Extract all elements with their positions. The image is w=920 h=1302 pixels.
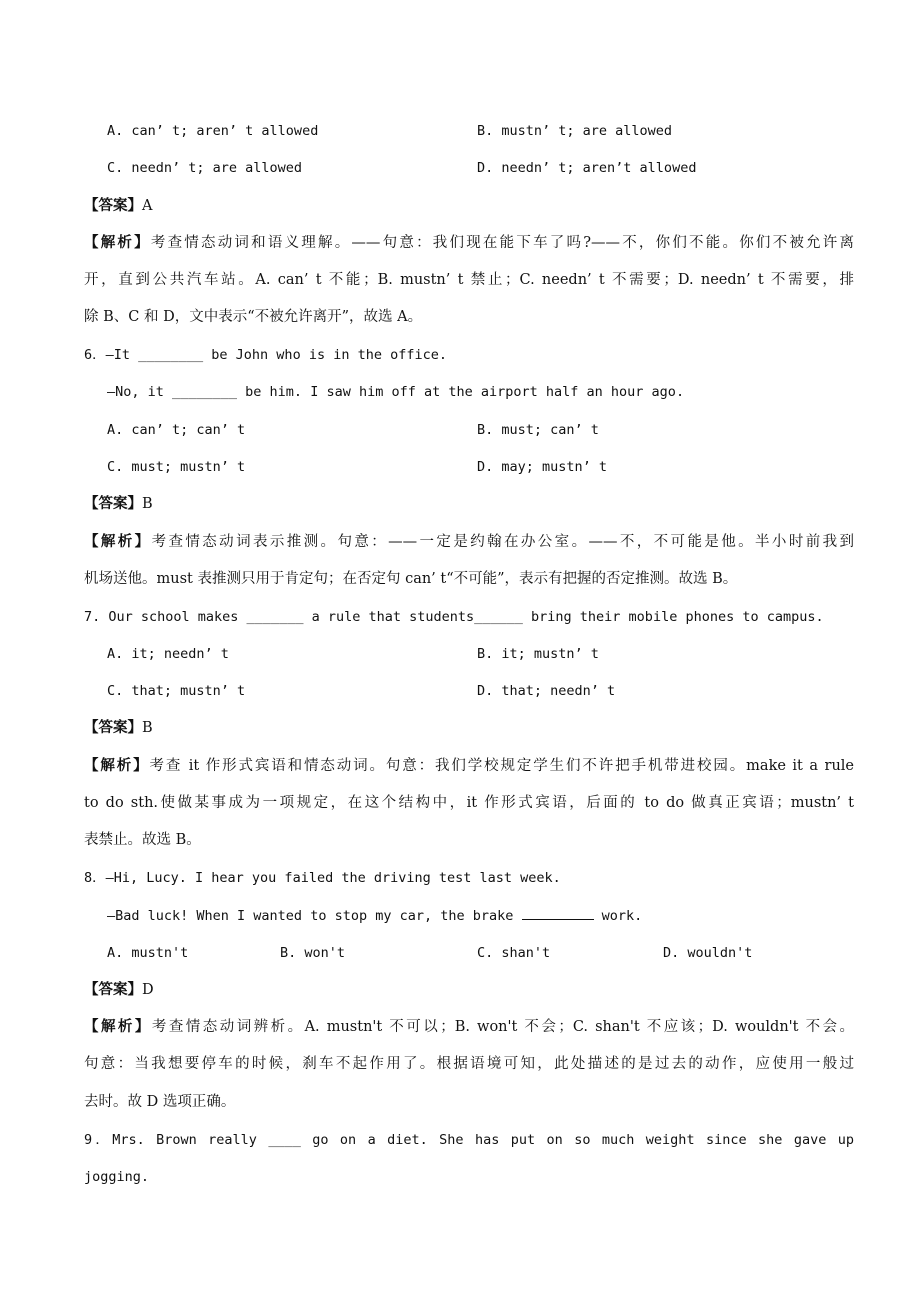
q8-answer: [84, 980, 854, 1000]
q6-option-d: D. may; mustn’ t: [477, 459, 608, 475]
analysis-text: 考查情态动词表示推测。句意：——一定是约翰在办公室。——不，不可能是他。半小时前我到: [151, 534, 855, 550]
q8-option-c: C. shan't: [477, 945, 551, 961]
q8-stem-1: 8．—Hi, Lucy. I hear you failed the driving test last week.: [84, 870, 561, 886]
q5-analysis-line-3: 除 B、C 和 D，文中表示“不被允许离开”，故选 A。: [84, 309, 423, 325]
q8-analysis-line-3: 去时。故 D 选项正确。: [84, 1094, 236, 1110]
q6-option-b: B. must; can’ t: [477, 422, 599, 438]
answer-label: 【答案】: [84, 719, 142, 736]
analysis-text: 考查 it 作形式宾语和情态动词。句意：我们学校规定学生们不许把手机带进校园。make it a rule: [149, 758, 854, 774]
q7-option-a: A. it; needn’ t: [107, 646, 229, 662]
analysis-text: 考查情态动词辨析。A. mustn't 不可以；B. won't 不会；C. shan't 不应该；D. wouldn't 不会。: [151, 1019, 854, 1035]
answer-value: D: [142, 982, 154, 998]
q8-option-d: D. wouldn't: [663, 945, 753, 961]
q5-analysis-line-2: 开，直到公共汽车站。A. can’ t 不能；B. mustn’ t 禁止；C. needn’ t 不需要；D. needn’ t 不需要，排: [84, 272, 854, 288]
q6-analysis-line-2: 机场送他。must 表推测只用于肯定句；在否定句 can’ t“不可能”，表示有把握的否定推测。故选 B。: [84, 571, 738, 587]
q7-option-b: B. it; mustn’ t: [477, 646, 599, 662]
q7-option-c: C. that; mustn’ t: [107, 683, 246, 699]
q7-analysis-line-2: to do sth.使做某事成为一项规定，在这个结构中，it 作形式宾语，后面的 to do 做真正宾语；mustn’ t: [84, 795, 854, 811]
q8-stem-2: [107, 905, 877, 926]
q7-option-d: D. that; needn’ t: [477, 683, 616, 699]
q9-stem-2: jogging.: [84, 1169, 150, 1185]
analysis-label: 【解析】: [84, 757, 150, 774]
answer-label: 【答案】: [84, 981, 142, 998]
analysis-label: 【解析】: [84, 234, 151, 251]
q8-option-a: A. mustn't: [107, 945, 189, 961]
q7-stem-1: 7. Our school makes _______ a rule that students______ bring their mobile phones to campus.: [84, 609, 824, 625]
q6-analysis-line-1: [84, 532, 854, 552]
q8-analysis-line-1: [84, 1017, 854, 1037]
q5-option-d: D. needn’ t; aren’t allowed: [477, 160, 697, 176]
q6-option-a: A. can’ t; can’ t: [107, 422, 246, 438]
q8-analysis-line-2: 句意：当我想要停车的时候，刹车不起作用了。根据语境可知，此处描述的是过去的动作，应使用一般过: [84, 1056, 854, 1072]
q8-stem-2-start: —Bad luck! When I wanted to stop my car, the brake: [107, 908, 522, 924]
q6-option-c: C. must; mustn’ t: [107, 459, 246, 475]
q7-analysis-line-1: [84, 756, 854, 776]
q5-option-c: C. needn’ t; are allowed: [107, 160, 303, 176]
q5-option-b: B. mustn’ t; are allowed: [477, 123, 673, 139]
q5-option-a: A. can’ t; aren’ t allowed: [107, 123, 319, 139]
answer-blank: [522, 905, 594, 920]
q8-stem-2-end: work.: [593, 908, 643, 924]
q9-stem-1: 9．Mrs. Brown really ____ go on a diet. She has put on so much weight since she gave up: [84, 1132, 854, 1148]
answer-value: B: [142, 496, 153, 512]
q7-analysis-line-3: 表禁止。故选 B。: [84, 832, 201, 848]
answer-label: 【答案】: [84, 197, 142, 214]
analysis-label: 【解析】: [84, 1018, 152, 1035]
answer-value: A: [142, 198, 153, 214]
q5-answer: [84, 196, 854, 216]
analysis-text: 考查情态动词和语义理解。——句意：我们现在能下车了吗?——不，你们不能。你们不被允许离: [150, 235, 854, 251]
q6-answer: [84, 494, 854, 514]
answer-value: B: [142, 720, 153, 736]
q8-option-b: B. won't: [280, 945, 346, 961]
analysis-label: 【解析】: [84, 533, 152, 550]
answer-label: 【答案】: [84, 495, 142, 512]
q6-stem-1: 6．—It ________ be John who is in the office.: [84, 347, 447, 363]
q6-stem-2: —No, it ________ be him. I saw him off at the airport half an hour ago.: [107, 384, 685, 400]
q7-answer: [84, 718, 854, 738]
q5-analysis-line-1: [84, 233, 854, 253]
